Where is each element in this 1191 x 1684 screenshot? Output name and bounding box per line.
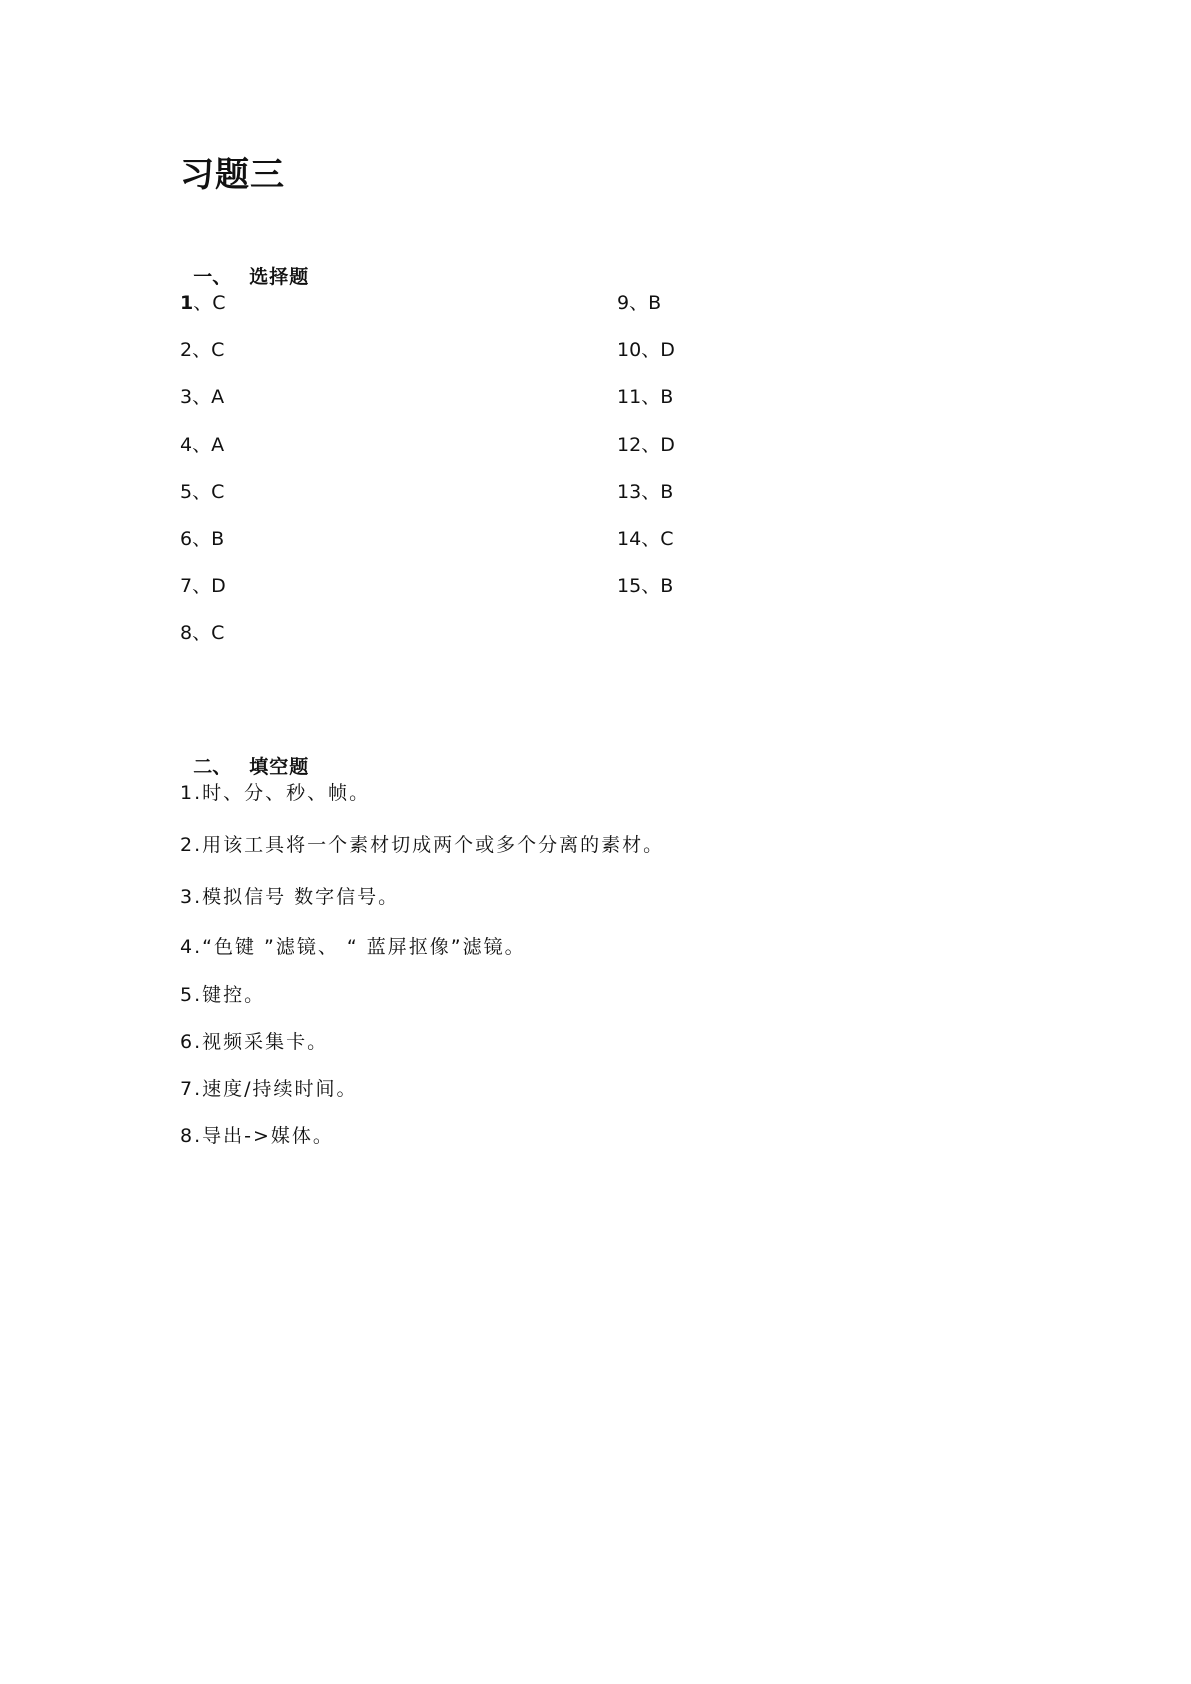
- answer-item: 15、B: [617, 575, 674, 597]
- answer-item: 7、D: [180, 575, 226, 597]
- fill-answer-item: 8.导出->媒体。: [180, 1125, 334, 1147]
- answer-item: 10、D: [617, 339, 675, 361]
- section-heading-fill: [180, 728, 309, 780]
- fill-answer-item: 3.模拟信号 数字信号。: [180, 886, 400, 908]
- answer-item: 5、C: [180, 481, 225, 503]
- answer-item: 2、C: [180, 339, 225, 361]
- answer-item: 8、C: [180, 622, 225, 644]
- fill-answer-item: 2.用该工具将一个素材切成两个或多个分离的素材。: [180, 834, 665, 856]
- section-heading-choice: [180, 238, 309, 290]
- section-label: 选择题: [249, 266, 310, 288]
- section-label: 填空题: [249, 756, 310, 778]
- section-number: 二、: [193, 756, 232, 778]
- answer-item: 11、B: [617, 386, 674, 408]
- answer-item: 13、B: [617, 481, 674, 503]
- fill-answer-item: 6.视频采集卡。: [180, 1031, 329, 1053]
- section-number: 一、: [193, 266, 232, 288]
- answer-item: 9、B: [617, 292, 662, 314]
- answer-item: 1、C: [180, 292, 226, 314]
- fill-answer-item: 4.“色键 ”滤镜、 “ 蓝屏抠像”滤镜。: [180, 936, 526, 958]
- answer-item: 4、A: [180, 434, 225, 456]
- answer-item: 3、A: [180, 386, 225, 408]
- page-title: 习题三: [180, 155, 285, 195]
- answer-item: 6、B: [180, 528, 225, 550]
- fill-answer-item: 1.时、分、秒、帧。: [180, 782, 371, 804]
- answer-item: 12、D: [617, 434, 675, 456]
- answer-item: 14、C: [617, 528, 674, 550]
- fill-answer-item: 5.键控。: [180, 984, 266, 1006]
- fill-answer-item: 7.速度/持续时间。: [180, 1078, 358, 1100]
